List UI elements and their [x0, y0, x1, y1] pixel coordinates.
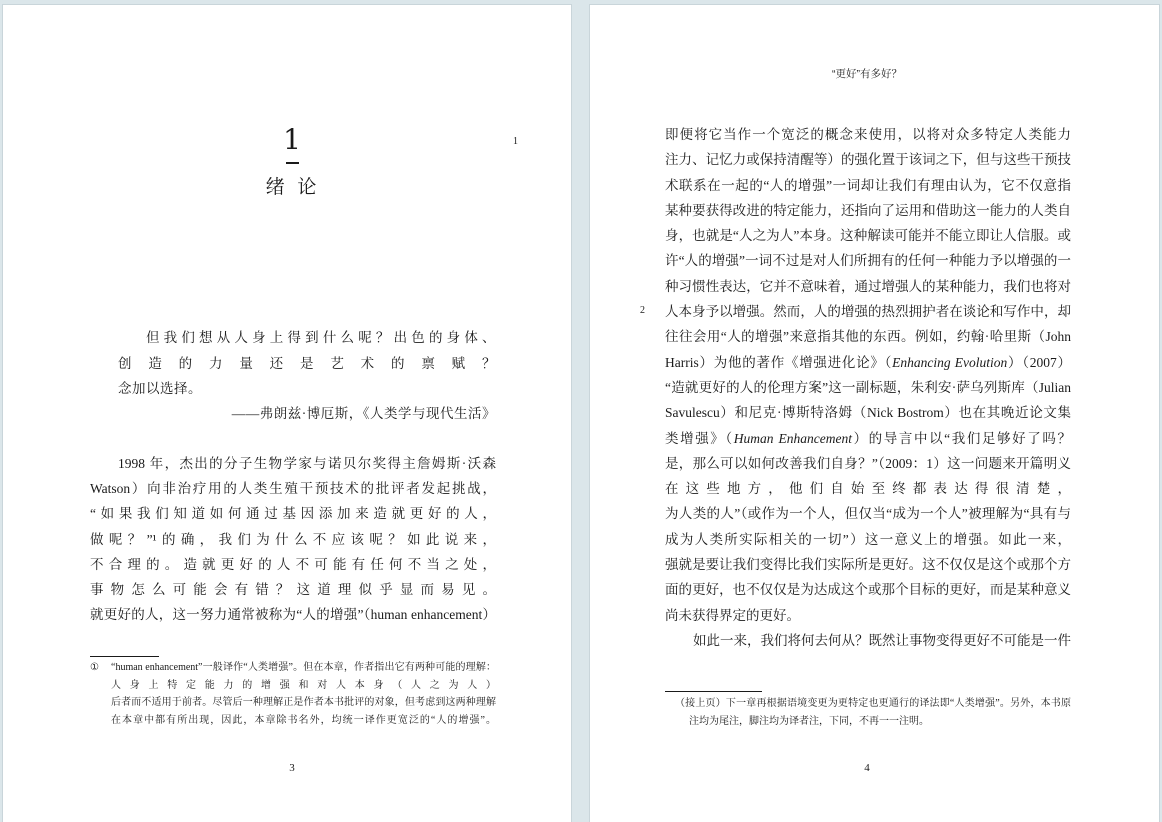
body-line: 是，那么可以如何改善我们自身？”（2009：1）这一问题来开篇明义	[665, 455, 1071, 471]
body-line: 如此一来，我们将何去何从？既然让事物变得更好不可能是一件	[693, 632, 1071, 648]
body-line: 往往会用“人的增强”来意指其他的东西。例如，约翰·哈里斯（John	[665, 329, 1071, 345]
footnote-line: 注均为尾注，脚注均为译者注，下同，不再一一注明。	[689, 716, 929, 727]
footnote	[90, 659, 496, 729]
body-line: 面的更好，也不仅仅是为达成这个或那个目标的更好，而是某种意义	[665, 582, 1071, 598]
body-line: 就更好的人，这一努力通常被称为“人的增强”（human enhancement）	[90, 607, 496, 623]
footnote-line: 人身上特定能力的增强和对人本身（人之为人）	[111, 679, 496, 691]
footnote-line: （接上页）下一章再根据语境变更为更特定也更通行的译法即“人类增强”。另外，本书原	[675, 698, 1071, 709]
body-text	[90, 451, 496, 627]
page-number: 3	[289, 762, 295, 774]
margin-page-ref: 2	[640, 305, 645, 316]
body-line: 成为人类所实际相关的一切”）这一意义上的增强。如此一来，	[665, 531, 1071, 547]
chapter-title: 绪 论	[265, 177, 321, 198]
body-line-segment: ）的导言中以“我们足够好了吗？	[851, 430, 1071, 446]
footnote-line: 后者而不适用于前者。尽管后一种理解正是作者本书批评的对象，但考虑到这两种理解	[111, 697, 496, 708]
body-line: 即便将它当作一个宽泛的概念来使用，以将对众多特定人类能力	[665, 127, 1071, 142]
epigraph-line: 创造的力量还是艺术的禀赋？	[118, 355, 496, 371]
footnote-marker: ①	[90, 662, 99, 673]
book-title-italic: Human Enhancement	[733, 430, 852, 446]
body-line	[665, 426, 1071, 451]
page-right	[589, 4, 1160, 822]
footnote-line: 在本章中都有所出现，因此，本章除书名外，均统一译作更宽泛的“人的增强”。	[111, 714, 496, 726]
body-line: 1998 年，杰出的分子生物学家与诺贝尔奖得主詹姆斯·沃森	[118, 456, 496, 471]
body-line: 许“人的增强”一词不过是对人们所拥有的任何一种能力予以增强的一	[665, 253, 1071, 269]
body-line-segment: 类增强》（	[665, 430, 734, 446]
body-line: 某种要获得改进的特定能力，还指向了运用和借助这一能力的人类自	[665, 202, 1071, 218]
footnote	[665, 695, 1071, 731]
body-line: 注力、记忆力或保持清醒等）的强化置于该词之下，但与这些干预技	[665, 152, 1071, 168]
body-line: 为人类的人”（或作为一个人，但仅当“成为一个人”被理解为“具有与	[665, 506, 1071, 522]
page-left	[2, 4, 572, 822]
body-line: 身，也就是“人之为人”本身。这种解读可能并不能立即让人信服。或	[665, 228, 1071, 244]
body-line: 人本身予以增强。然而，人的增强的热烈拥护者在谈论和写作中，却	[665, 304, 1071, 320]
footnote-rule	[90, 656, 159, 657]
body-line: 事物怎么可能会有错？这道理似乎显而易见。	[90, 581, 496, 597]
body-line: “造就更好的人的伦理方案”这一副标题，朱利安·萨乌列斯库（Julian	[665, 379, 1071, 395]
body-line: Savulescu）和尼克·博斯特洛姆（Nick Bostrom）也在其晚近论文集	[665, 405, 1071, 421]
body-line: 术联系在一起的“人的增强”一词却让我们有理由认为，它不仅意指	[665, 177, 1071, 193]
footnote-rule	[665, 691, 762, 692]
page-number: 4	[864, 762, 870, 774]
body-line: 种习惯性表达，它并不意味着，通过增强人的某种能力，我们也将对	[665, 278, 1071, 294]
chapter-title-divider	[286, 162, 299, 164]
body-text	[665, 122, 1071, 653]
epigraph	[118, 325, 496, 427]
body-line-segment: ）（2007）	[1007, 354, 1071, 370]
body-line	[665, 350, 1071, 375]
body-line: Watson）向非治疗用的人类生殖干预技术的批评者发起挑战，	[90, 481, 496, 497]
body-line: “如果我们知道如何通过基因添加来造就更好的人，	[90, 506, 496, 522]
running-header: “更好”有多好？	[832, 68, 902, 80]
body-line: 在这些地方，他们自始至终都表达得很清楚，	[665, 481, 1071, 497]
epigraph-line: 念加以选择。	[118, 381, 202, 396]
epigraph-attribution: ——弗朗兹·博厄斯，《人类学与现代生活》	[231, 405, 496, 421]
margin-page-ref: 1	[513, 136, 518, 147]
book-title-italic: Enhancing Evolution	[892, 354, 1008, 370]
chapter-number: 1	[283, 123, 301, 156]
body-line: 做呢？”¹的确，我们为什么不应该呢？如此说来，	[90, 531, 496, 547]
epigraph-line: 但我们想从人身上得到什么呢？出色的身体、	[146, 330, 496, 345]
body-line: 尚未获得界定的更好。	[665, 607, 800, 623]
footnote-line: “human enhancement”一般译作“人类增强”。但在本章，作者指出它有两种可能的理解：	[111, 662, 496, 673]
body-line: 强就是要让我们变得比我们实际所是更好。这不仅仅是这个或那个方	[665, 557, 1071, 573]
body-line: 不合理的。造就更好的人不可能有任何不当之处，	[90, 556, 496, 572]
body-line-segment: Harris）为他的著作《增强进化论》（	[665, 354, 893, 370]
